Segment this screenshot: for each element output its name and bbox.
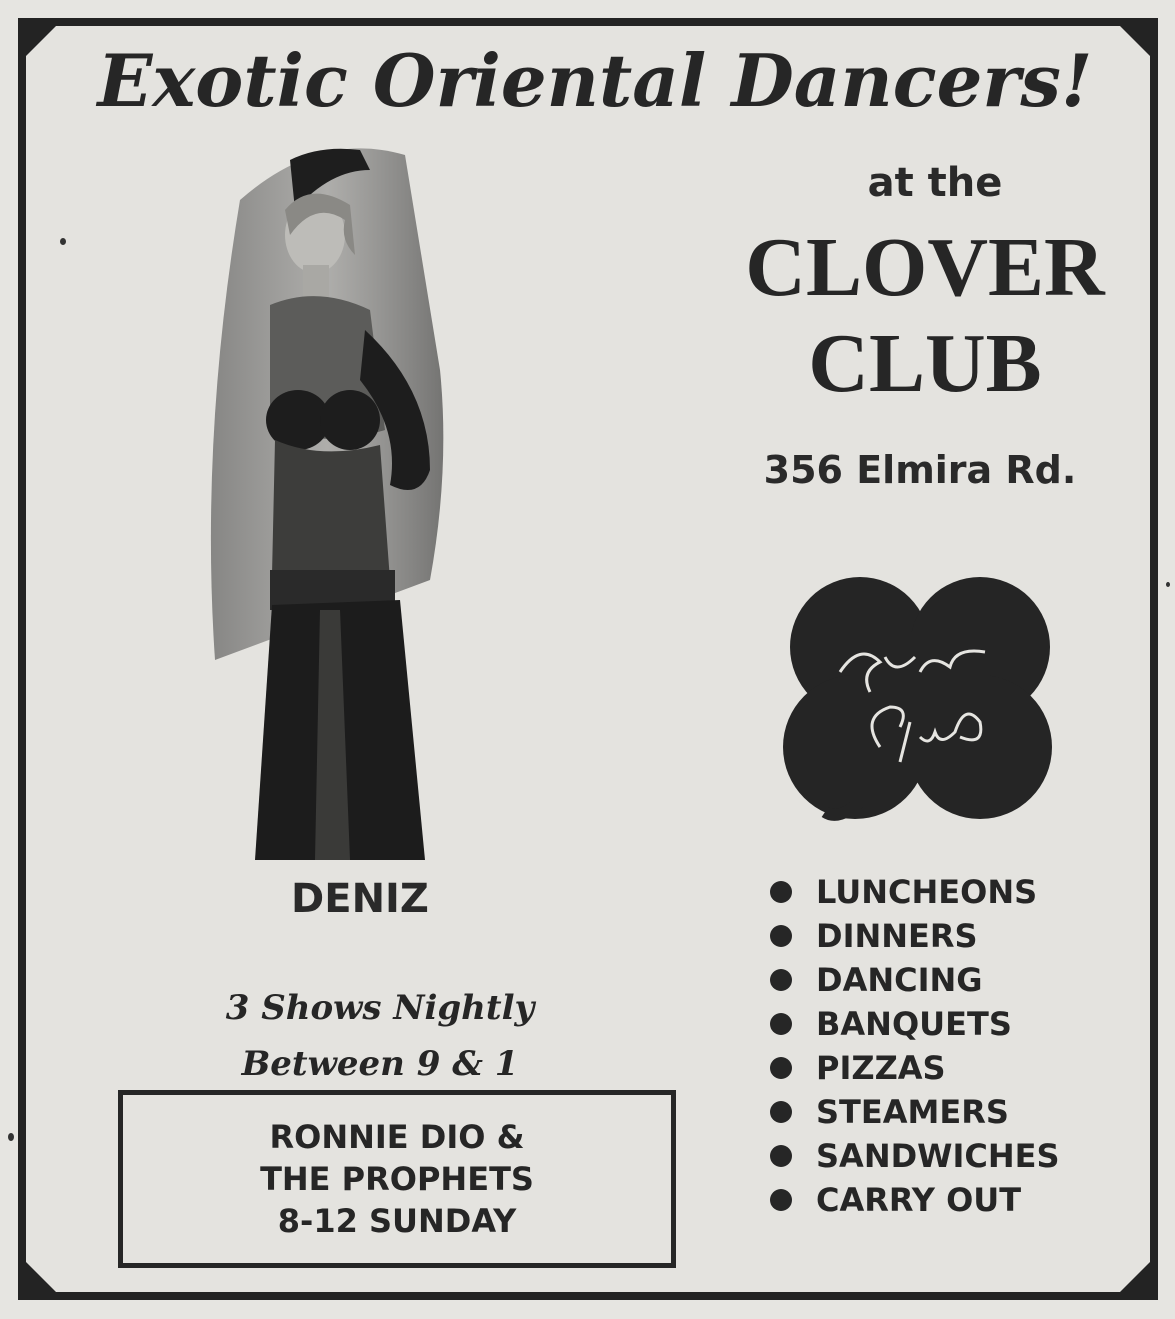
service-label: BANQUETS (816, 1005, 1012, 1043)
venue-name-line1: CLOVER (745, 221, 1105, 314)
band-announcement-box (118, 1090, 676, 1268)
service-label: CARRY OUT (816, 1181, 1022, 1219)
list-item (770, 1090, 1060, 1134)
bullet-icon (770, 1145, 792, 1167)
print-speck (60, 238, 66, 245)
bullet-icon (770, 925, 792, 947)
service-label: SANDWICHES (816, 1137, 1060, 1175)
clover-logo-icon (770, 562, 1070, 852)
list-item (770, 1134, 1060, 1178)
show-times-line2: Between 9 & 1 (241, 1044, 519, 1084)
venue-intro: at the (867, 160, 1003, 206)
band-line3: 8-12 SUNDAY (277, 1202, 517, 1240)
venue-name (720, 220, 1130, 412)
show-times-line1: 3 Shows Nightly (225, 988, 535, 1028)
bullet-icon (770, 1013, 792, 1035)
headline: Exotic Oriental Dancers! (97, 38, 1093, 123)
band-line2: THE PROPHETS (260, 1160, 534, 1198)
show-times (150, 980, 610, 1092)
list-item (770, 870, 1060, 914)
list-item (770, 958, 1060, 1002)
service-label: PIZZAS (816, 1049, 946, 1087)
service-label: STEAMERS (816, 1093, 1009, 1131)
venue-address: 356 Elmira Rd. (763, 448, 1077, 492)
band-line1: RONNIE DIO & (269, 1118, 525, 1156)
services-list (770, 870, 1060, 1222)
service-label: DINNERS (816, 917, 978, 955)
bullet-icon (770, 1057, 792, 1079)
print-speck (1166, 582, 1170, 587)
performer-name: DENIZ (291, 876, 429, 922)
list-item (770, 1046, 1060, 1090)
service-label: LUNCHEONS (816, 873, 1038, 911)
frame-corner (1120, 1262, 1150, 1292)
list-item (770, 1178, 1060, 1222)
bullet-icon (770, 1189, 792, 1211)
print-speck (8, 1133, 14, 1141)
bullet-icon (770, 1101, 792, 1123)
frame-corner (26, 1262, 56, 1292)
list-item (770, 914, 1060, 958)
venue-name-line2: CLUB (808, 317, 1042, 410)
bullet-icon (770, 881, 792, 903)
bullet-icon (770, 969, 792, 991)
dancer-photo (200, 140, 470, 860)
frame-corner (26, 26, 56, 56)
list-item (770, 1002, 1060, 1046)
service-label: DANCING (816, 961, 983, 999)
frame-corner (1120, 26, 1150, 56)
